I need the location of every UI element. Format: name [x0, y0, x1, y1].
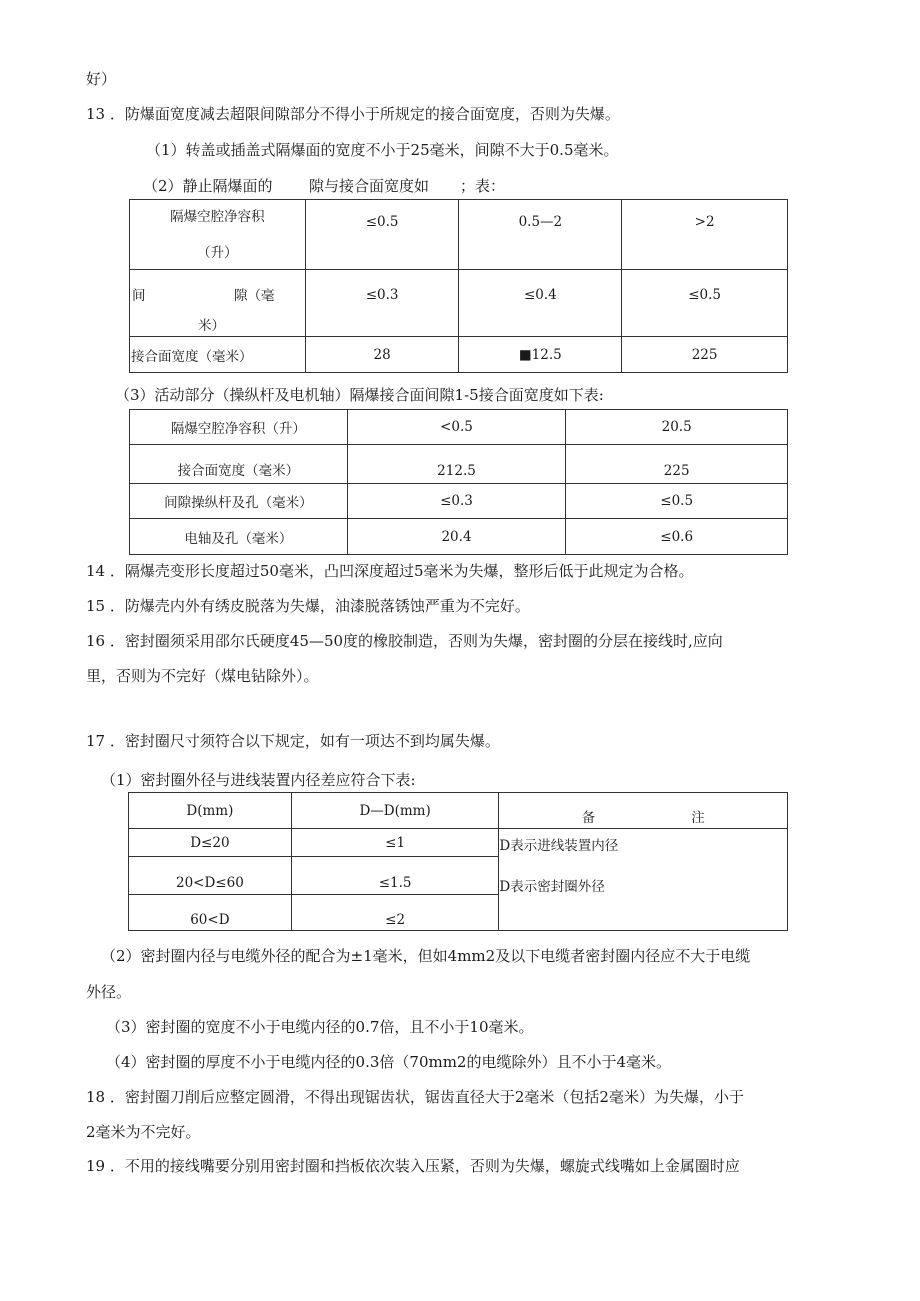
table2-cell: ≤0.3: [347, 484, 566, 519]
table2-cell: 间隙操纵杆及孔（毫米）: [130, 484, 348, 519]
clause-13-item-2-part-c: ；表：: [460, 177, 506, 195]
table2-cell: 20.4: [347, 519, 566, 555]
clause-17: 17 ．密封圈尺寸须符合以下规定，如有一项达不到均属失爆。: [86, 732, 500, 750]
table2-cell: 20.5: [566, 410, 788, 445]
table1-cell: 0.5—2: [459, 200, 622, 270]
table3-header-d: D(mm): [129, 793, 292, 829]
table2-cell: 225: [566, 445, 788, 484]
table2-cell: 隔爆空腔净容积（升）: [130, 410, 348, 445]
table3-note-2: D表示密封圈外径: [499, 879, 605, 895]
table1-cell: ≤0.4: [459, 270, 622, 337]
table1-cell: 28: [305, 337, 459, 373]
table1-header-gap-part3: 米）: [198, 318, 225, 334]
table2-cell: ≤0.6: [566, 519, 788, 555]
clause-13-item-3: （3）活动部分（操纵杆及电机轴）隔爆接合面间隙1-5接合面宽度如下表:: [115, 386, 604, 404]
clause-19: 19 ．不用的接线嘴要分别用密封圈和挡板依次装入压紧，否则为失爆，螺旋式线嘴如上金属圈时应: [86, 1157, 740, 1175]
clause-18: 18 ．密封圈刀削后应整定圆滑，不得出现锯齿状，锯齿直径大于2毫米（包括2毫米）为失爆，小于: [86, 1088, 744, 1106]
text-line-01: 好）: [86, 70, 117, 88]
clause-14: 14 ．隔爆壳变形长度超过50毫米，凸凹深度超过5毫米为失爆，整形后低于此规定为合格。: [86, 562, 694, 580]
clause-16-cont: 里，否则为不完好（煤电钻除外）。: [86, 667, 319, 685]
table3-cell: ≤2: [291, 895, 499, 931]
table1-header-volume-line2: （升）: [197, 244, 238, 261]
table1-header-gap-part2: 隙（毫: [234, 288, 275, 304]
table1-cell: ≤0.5: [622, 270, 788, 337]
table3-remarks: [499, 829, 788, 931]
table2-cell: 接合面宽度（毫米）: [130, 445, 348, 484]
table1-cell: ≤0.5: [305, 200, 459, 270]
table3-note-1: D表示进线装置内径: [499, 838, 619, 854]
table1-header-volume: [130, 200, 306, 270]
clause-13-item-2-part-a: （2）静止隔爆面的: [143, 177, 273, 195]
clause-17-item-1: （1）密封圈外径与进线装置内径差应符合下表:: [101, 771, 416, 789]
clause-17-item-3: （3）密封圈的宽度不小于电缆内径的0.7倍，且不小于10毫米。: [106, 1018, 534, 1036]
table1-header-width: [130, 337, 306, 373]
table1-header-gap-part1: 间: [132, 288, 146, 304]
table3-header-remark-part1: 备: [581, 810, 596, 826]
table1-cell: ≤0.3: [305, 270, 459, 337]
seal-ring-table: [128, 792, 788, 931]
clause-16: 16 ．密封圈须采用邵尔氏硬度45—50度的橡胶制造，否则为失爆，密封圈的分层在接线时,应向: [86, 632, 723, 650]
table3-header-diff: D—D(mm): [291, 793, 499, 829]
table3-cell: 60<D: [129, 895, 292, 931]
moving-part-table: [129, 409, 788, 555]
clause-15: 15 ．防爆壳内外有绣皮脱落为失爆，油漆脱落锈蚀严重为不完好。: [86, 597, 530, 615]
table3-header-remark-part2: 注: [691, 810, 705, 826]
table2-cell: ≤0.5: [566, 484, 788, 519]
clause-17-item-2-cont: 外径。: [86, 983, 132, 1001]
table3-header-remark: [499, 793, 788, 829]
table2-cell: 电轴及孔（毫米）: [130, 519, 348, 555]
table1-header-gap: [130, 270, 306, 337]
table3-cell: ≤1: [291, 829, 499, 857]
clause-13-item-1: （1）转盖或插盖式隔爆面的宽度不小于25毫米，间隙不大于0.5毫米。: [146, 141, 619, 159]
static-flameproof-table: [129, 199, 788, 373]
table1-cell: >2: [622, 200, 788, 270]
table2-cell: <0.5: [347, 410, 566, 445]
table1-header-volume-line1: 隔爆空腔净容积: [170, 208, 265, 225]
clause-17-item-4: （4）密封圈的厚度不小于电缆内径的0.3倍（70mm2的电缆除外）且不小于4毫米。: [106, 1053, 672, 1071]
table3-cell: D≤20: [129, 829, 292, 857]
table1-cell: 225: [622, 337, 788, 373]
table2-cell: 212.5: [347, 445, 566, 484]
clause-17-item-2: （2）密封圈内径与电缆外径的配合为±1毫米，但如4mm2及以下电缆者密封圈内径应不大于电缆: [101, 947, 751, 965]
clause-13: 13 ．防爆面宽度减去超限间隙部分不得小于所规定的接合面宽度，否则为失爆。: [86, 105, 620, 123]
clause-13-item-2-part-b: 隙与接合面宽度如: [309, 177, 430, 195]
table1-header-width-text: 接合面宽度（毫米）: [131, 348, 253, 365]
table3-cell: ≤1.5: [291, 857, 499, 895]
table3-cell: 20<D≤60: [129, 857, 292, 895]
clause-18-cont: 2毫米为不完好。: [86, 1123, 201, 1141]
table1-cell: ■12.5: [459, 337, 622, 373]
